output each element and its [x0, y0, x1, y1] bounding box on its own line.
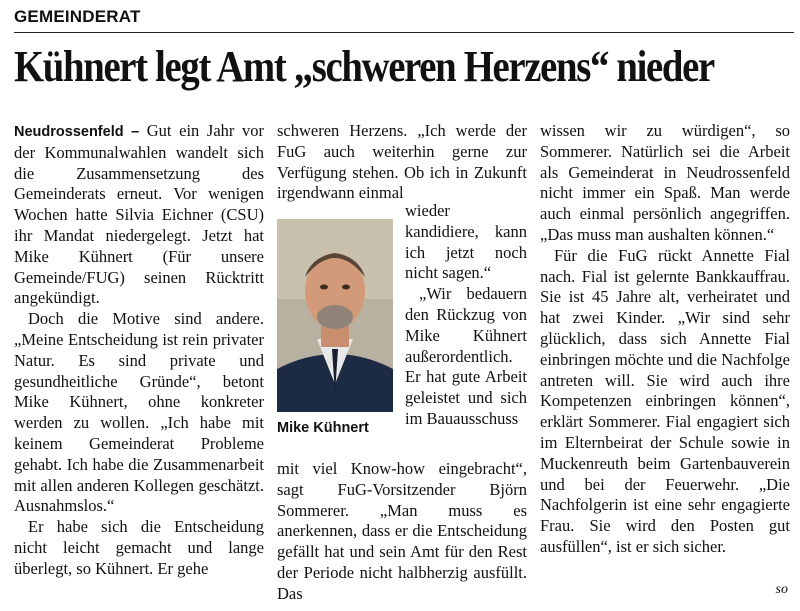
column-2-bottom: [277, 459, 527, 605]
paragraph-c2-top: schweren Herzens. „Ich werde der FuG auch weiterhin gerne zur Verfügung stehen. Ob ich in Zukunft irgendwann einmal: [277, 121, 527, 203]
paragraph-1: Neudrossenfeld – Gut ein Jahr vor der Kommunalwahlen wandelt sich die Zusammensetzung des Gemeinderats erneut. Vor wenigen Wochen hatte Silvia Eichner (CSU) ihr Mandat niedergelegt. Jetzt hat Mike Kühnert (Für unsere Gemeinde/FUG) seinen Rücktritt angekündigt.: [14, 121, 264, 308]
paragraph-c2-wrap2: „Wir bedauern den Rückzug von Mike Kühnert außerordentlich. Er hat gute Arbeit geleistet und sich im Bauausschuss: [405, 284, 527, 428]
portrait-image: [277, 219, 393, 412]
column-3: [540, 121, 790, 558]
paragraph-c3-2: Für die FuG rückt Annette Fial nach. Fial ist gelernte Bankkauffrau. Sie ist 45 Jahre alt, verheiratet und hat zwei Kinder. „Wir sind sehr glücklich, dass sich Annette Fial einbringen möchte und die Nachfolge antreten will. Sie wird auch ihre Kompetenzen einbringen können“, erklärt Sommerer. Fial engagiert sich im Elternbeirat der Schule sowie in Muckenreuth beim Gartenbauverein und bei der Feuerwehr. „Die Nachfolgerin ist eine sehr engagierte Frau. Sie wird den Posten gut ausfüllen“, ist er sich sicher.: [540, 245, 790, 556]
section-rule: [14, 32, 794, 33]
column-2-top: [277, 121, 527, 204]
paragraph-c3-1: wissen wir zu würdigen“, so Sommerer. Natürlich sei die Arbeit als Gemeinderat in Neudrossenfeld nicht immer ein Spaß. Man werde auch einmal persönlich angegriffen. „Das muss man aushalten können.“: [540, 121, 790, 244]
headline: Kühnert legt Amt „schweren Herzens“ nieder: [14, 42, 714, 91]
dateline: Neudrossenfeld –: [14, 124, 140, 140]
portrait-photo: [277, 219, 393, 412]
paragraph-3: Er habe sich die Entscheidung nicht leicht gemacht und lange überlegt, so Kühnert. Er gehe: [14, 517, 264, 578]
paragraph-2: Doch die Motive sind andere. „Meine Entscheidung ist rein privater Natur. Es sind private und gesundheitliche Gründe“, betont Mike Kühnert, ohne konkreter werden zu wollen. „Ich habe mit keinem Gemeinderat Probleme gehabt. Ich habe die Zusammenarbeit mit allen anderen Kollegen geschätzt. Ausnahmslos.“: [14, 309, 264, 516]
section-rubric: GEMEINDERAT: [14, 7, 141, 26]
author-signature: so: [775, 582, 788, 597]
paragraph-c2-wrap1: wieder kandidiere, kann ich jetzt noch nicht sagen.“: [405, 201, 527, 283]
photo-caption: Mike Kühnert: [277, 420, 369, 436]
column-1: [14, 121, 264, 580]
column-2-wrap: [405, 201, 527, 430]
paragraph-c2-bottom: mit viel Know-how eingebracht“, sagt FuG-Vorsitzender Björn Sommerer. „Man muss es anerkennen, dass er die Entscheidung gefällt hat und sein Amt für den Rest der Periode nicht halbherzig ausfüllt. Das: [277, 459, 527, 603]
